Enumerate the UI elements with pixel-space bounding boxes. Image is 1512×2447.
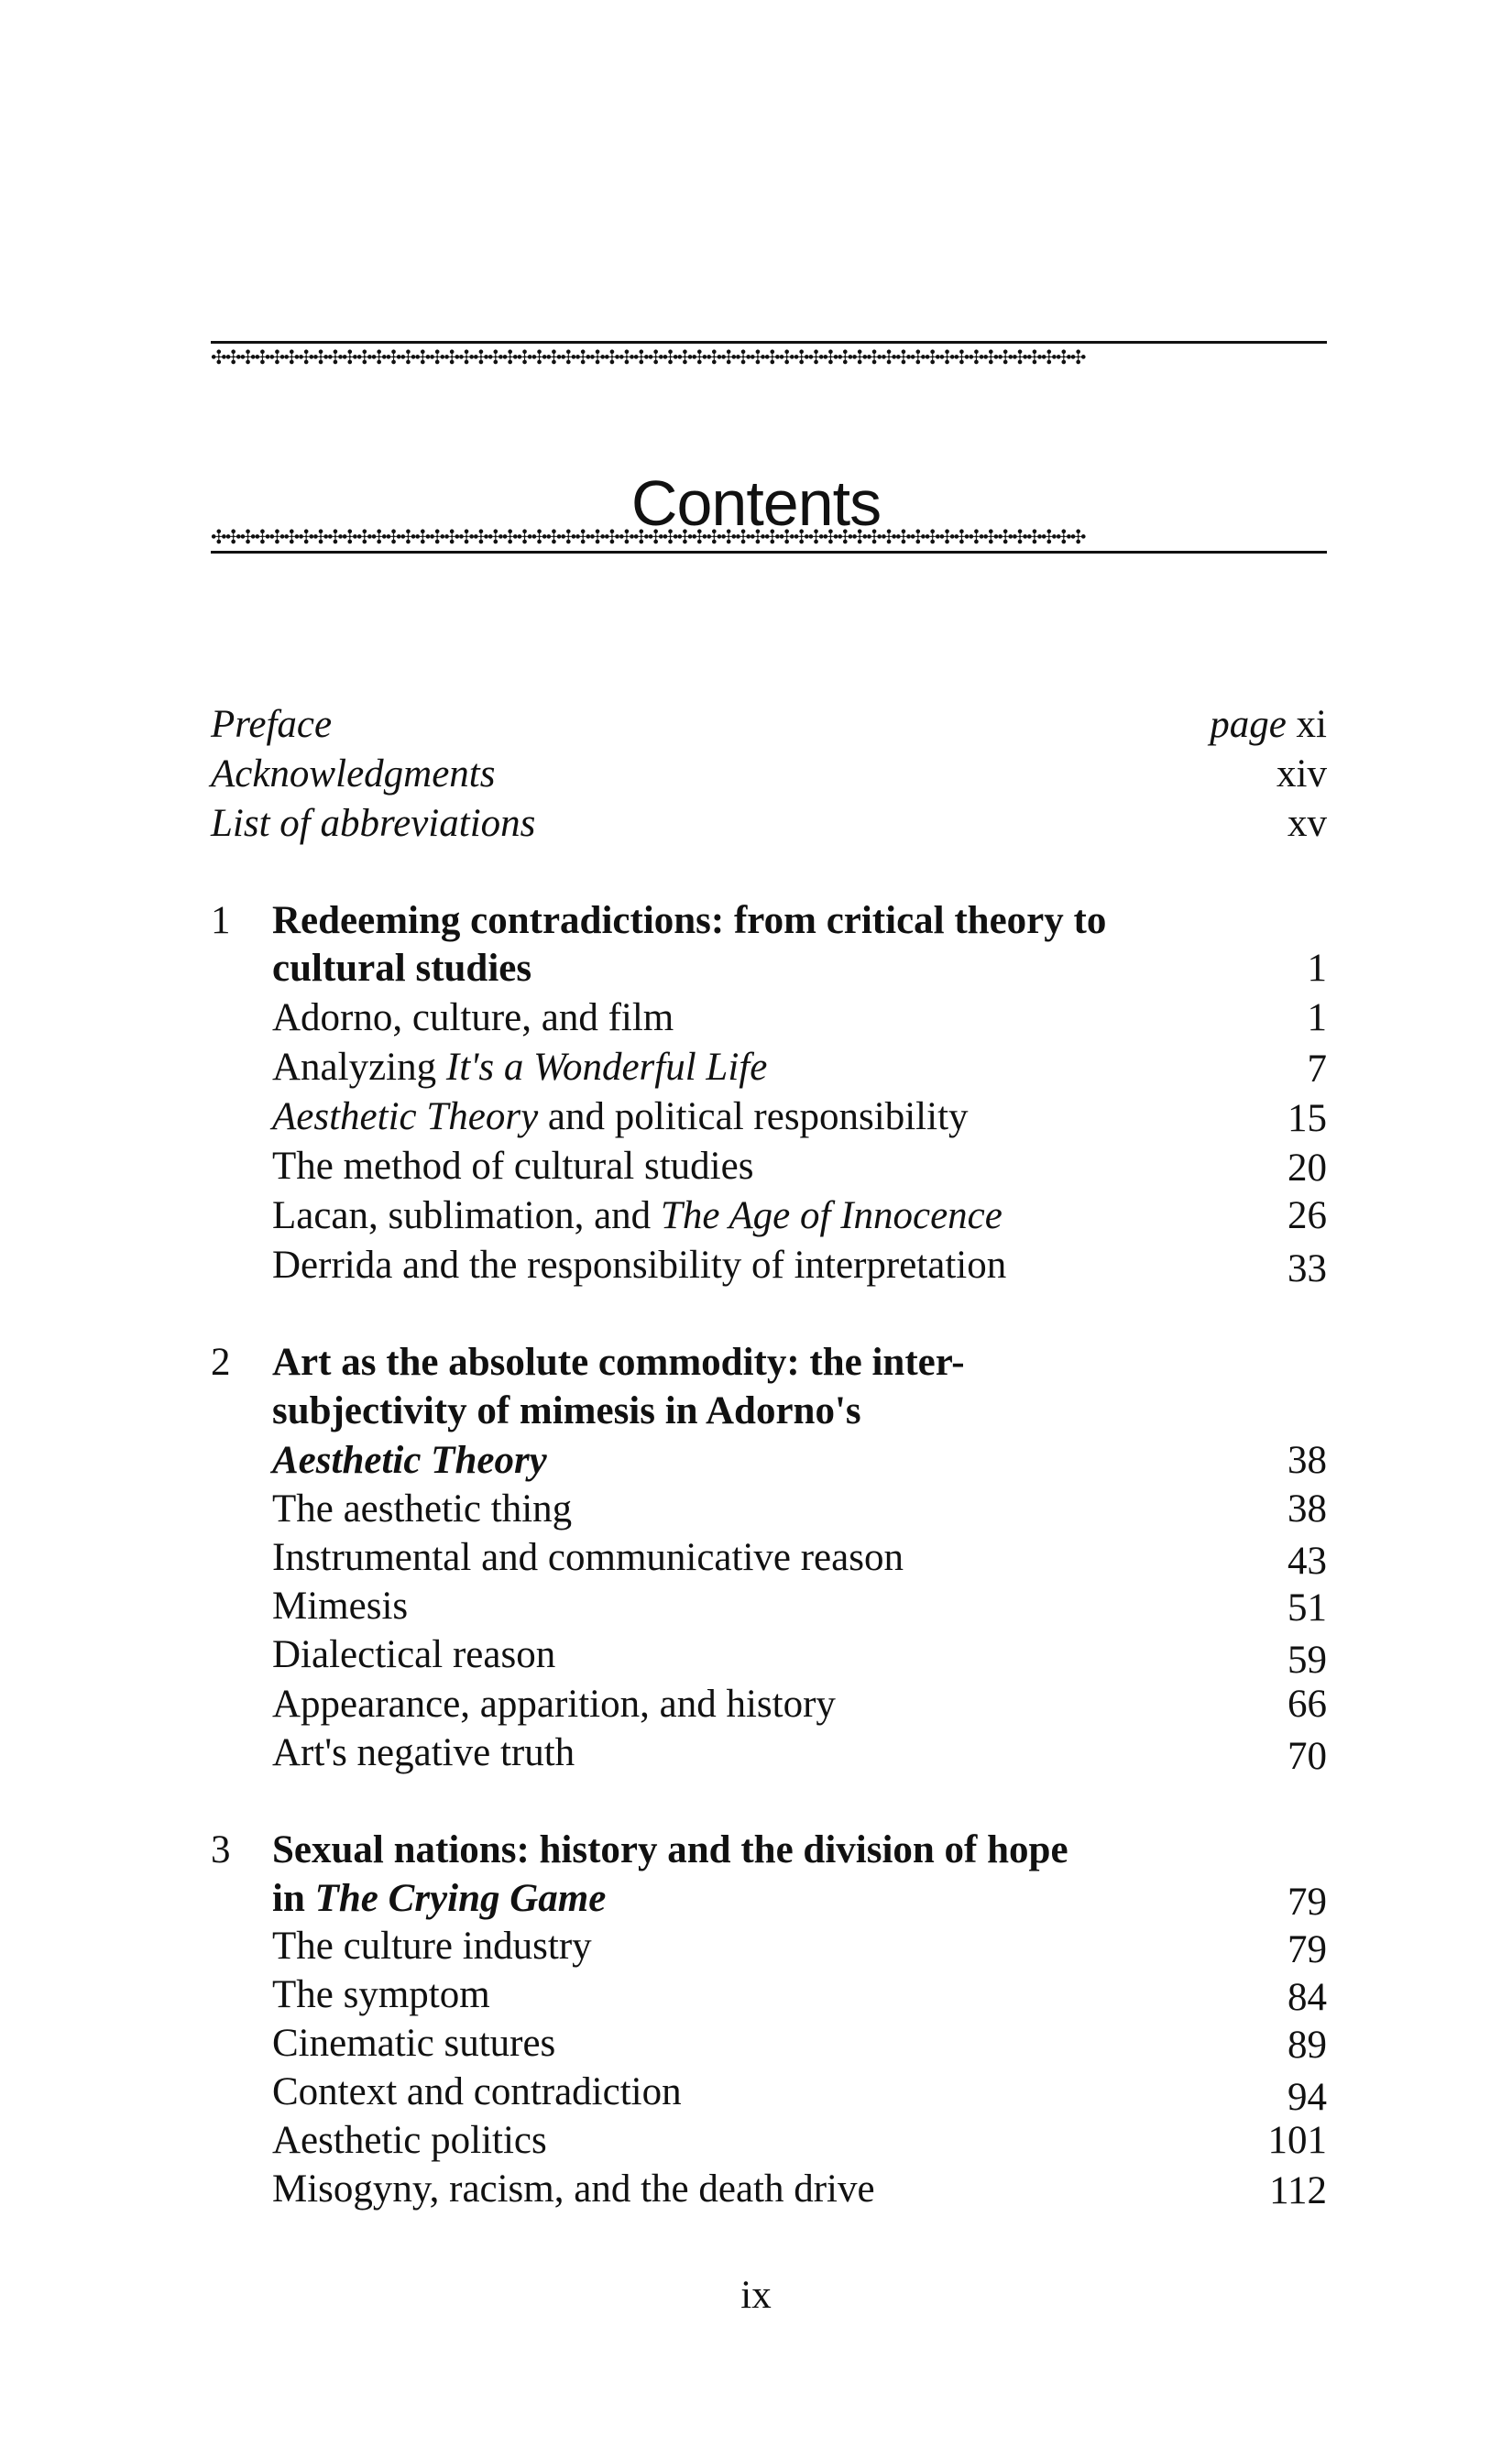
chapter-title-line: in The Crying Game [272,1877,607,1920]
section-entry: Context and contradiction [272,2070,682,2113]
front-page-acknowledgments: xiv [1276,752,1327,796]
work-title: Aesthetic Theory [272,1095,539,1138]
chapter-number: 2 [211,1341,231,1384]
section-page: 94 [1287,2076,1327,2119]
section-entry: Derrida and the responsibility of interpretation [272,1244,1007,1287]
chapter-title-line: Redeeming contradictions: from critical theory to [272,899,1107,942]
ornament-row-top: ✣✣✣✣✣✣✣✣✣✣✣✣✣✣✣✣✣✣✣✣✣✣✣✣✣✣✣✣✣✣✣✣✣✣✣✣✣✣✣✣✣✣✣✣✣✣✣✣✣✣✣✣✣✣✣✣✣✣✣✣ [211,346,1085,368]
section-entry: Mimesis [272,1585,409,1628]
section-entry: The symptom [272,1973,490,2016]
section-page: 38 [1287,1487,1327,1531]
chapter-title-line: Sexual nations: history and the division of hope [272,1828,1068,1871]
chapter-title-line: cultural studies [272,947,532,990]
front-entry-abbreviations: List of abbreviations [211,802,536,845]
section-page: 84 [1287,1976,1327,2019]
chapter-page: 1 [1307,947,1327,990]
work-title: The Crying Game [314,1877,607,1920]
chapter-page: 79 [1287,1881,1327,1924]
section-page: 15 [1287,1097,1327,1140]
section-entry: Aesthetic politics [272,2119,547,2162]
section-page: 79 [1287,1928,1327,1971]
work-title: The Age of Innocence [660,1194,1003,1237]
section-page: 51 [1287,1586,1327,1630]
section-page: 70 [1287,1735,1327,1778]
section-page: 59 [1287,1639,1327,1682]
section-page: 89 [1287,2024,1327,2067]
section-entry: Appearance, apparition, and history [272,1683,836,1726]
page-number: xi [1296,703,1327,746]
section-page: 66 [1287,1683,1327,1726]
section-page: 112 [1269,2169,1327,2212]
section-entry: Misogyny, racism, and the death drive [272,2167,875,2211]
section-page: 33 [1287,1247,1327,1290]
page-prefix: page [1210,703,1287,746]
section-entry: Adorno, culture, and film [272,996,674,1039]
chapter-number: 1 [211,899,231,942]
front-page-preface [1210,700,1327,750]
section-entry: Aesthetic Theory and political responsibility [272,1095,969,1138]
section-entry: Lacan, sublimation, and The Age of Innocence [272,1194,1003,1237]
ornament-band-top [211,341,1327,369]
section-page: 1 [1307,996,1327,1039]
ornament-band-bottom [211,525,1327,554]
section-entry: Analyzing It's a Wonderful Life [272,1046,768,1089]
section-entry: Art's negative truth [272,1731,575,1774]
section-page: 7 [1307,1048,1327,1091]
chapter-number: 3 [211,1828,231,1871]
section-page: 101 [1267,2119,1327,2162]
section-entry: The method of cultural studies [272,1145,754,1188]
page-title: Contents [630,466,882,539]
front-entry-preface: Preface [211,703,333,746]
section-entry: Cinematic sutures [272,2022,556,2065]
chapter-title-line: subjectivity of mimesis in Adorno's [272,1389,861,1432]
rule-top [211,341,1327,344]
section-entry: Instrumental and communicative reason [272,1536,904,1579]
section-entry: The aesthetic thing [272,1487,573,1531]
section-page: 43 [1287,1540,1327,1583]
rule-bottom [211,551,1327,554]
front-entry-acknowledgments: Acknowledgments [211,752,496,796]
chapter-page: 38 [1287,1439,1327,1482]
front-page-abbreviations: xv [1287,802,1327,845]
ornament-row-bottom: ✣✣✣✣✣✣✣✣✣✣✣✣✣✣✣✣✣✣✣✣✣✣✣✣✣✣✣✣✣✣✣✣✣✣✣✣✣✣✣✣✣✣✣✣✣✣✣✣✣✣✣✣✣✣✣✣✣✣✣✣ [211,526,1085,548]
page-folio: ix [740,2274,772,2317]
section-entry: Dialectical reason [272,1633,556,1676]
work-title: It's a Wonderful Life [445,1046,768,1089]
section-entry: The culture industry [272,1925,592,1968]
chapter-title-line: Aesthetic Theory [272,1439,547,1482]
section-page: 20 [1287,1147,1327,1190]
chapter-title-line: Art as the absolute commodity: the inter- [272,1341,965,1384]
section-page: 26 [1287,1194,1327,1237]
